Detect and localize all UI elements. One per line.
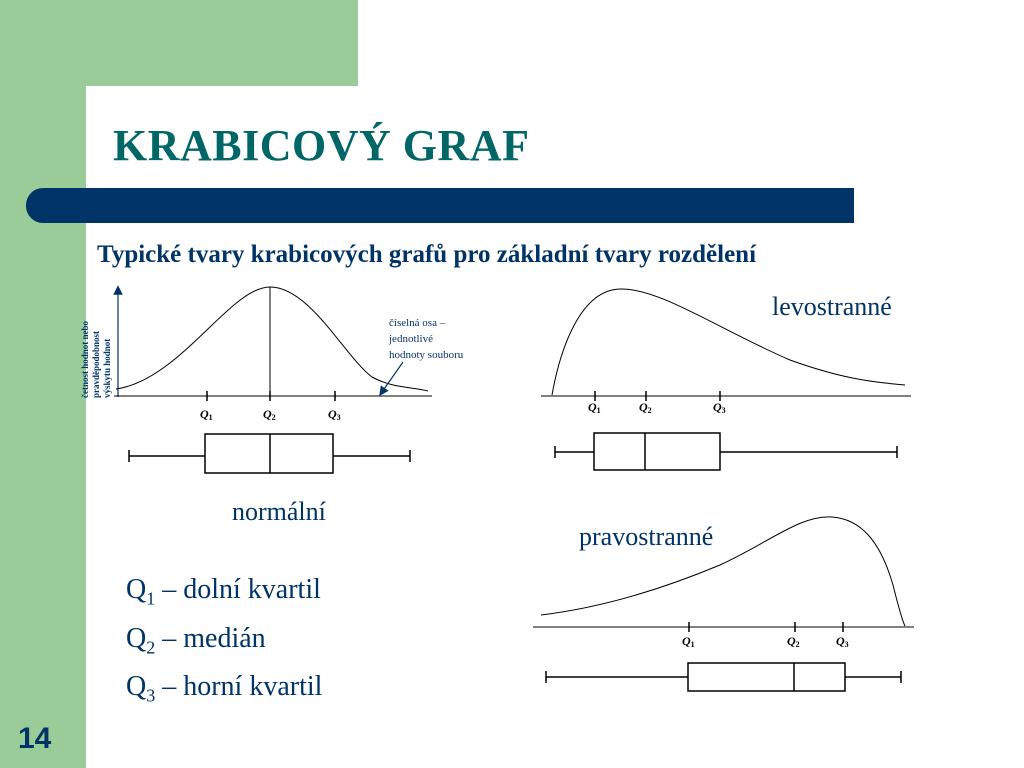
box	[205, 434, 333, 473]
boxplot-normal	[129, 434, 410, 473]
density-curve	[116, 287, 428, 391]
legend-item-q1	[126, 570, 322, 619]
q-index: 1	[208, 413, 213, 422]
q-symbol: Q	[200, 407, 209, 421]
legend-index: 1	[146, 588, 156, 609]
annotation-line: číselná osa –	[389, 317, 446, 329]
q2-label	[263, 407, 276, 422]
quartile-legend	[126, 570, 322, 716]
q2-label	[787, 634, 800, 649]
q-symbol: Q	[836, 634, 845, 648]
legend-item-q2	[126, 619, 322, 668]
q2-label	[639, 400, 652, 415]
normal-label: normální	[232, 497, 326, 526]
q-index: 1	[596, 406, 601, 415]
legend-item-q3	[126, 667, 322, 716]
axis-annotation	[388, 317, 464, 361]
q-symbol: Q	[682, 634, 691, 648]
annotation-arrow	[382, 362, 403, 392]
legend-symbol: Q	[126, 622, 147, 654]
legend-text: – dolní kvartil	[155, 574, 321, 605]
q-index: 3	[844, 640, 849, 649]
box	[594, 433, 720, 470]
q-symbol: Q	[713, 400, 722, 414]
box	[688, 663, 845, 691]
slide-number: 14	[18, 722, 52, 755]
page-title: KRABICOVÝ GRAF	[113, 121, 530, 170]
legend-index: 3	[146, 685, 156, 706]
q-symbol: Q	[328, 407, 337, 421]
legend-index: 2	[146, 637, 156, 658]
q-symbol: Q	[787, 634, 796, 648]
y-axis-label-line: výskytu hodnot	[102, 338, 112, 398]
boxplot-right-skewed	[546, 663, 901, 691]
q-index: 2	[647, 406, 652, 415]
q3-label	[836, 634, 849, 649]
slide-subtitle: Typické tvary krabicových grafů pro základní tvary rozdělení	[97, 241, 757, 268]
q3-label	[328, 407, 341, 422]
q1-label	[682, 634, 695, 649]
annotation-line: jednotlivé	[389, 333, 433, 345]
normal-distribution-diagram	[80, 287, 464, 473]
y-axis-label	[80, 319, 112, 398]
legend-symbol: Q	[126, 671, 147, 703]
q1-label	[200, 407, 213, 422]
legend-text: – horní kvartil	[155, 671, 323, 703]
q-index: 2	[271, 413, 276, 422]
legend-text: – medián	[155, 622, 266, 654]
q-symbol: Q	[588, 400, 597, 414]
q3-label	[713, 400, 726, 415]
q-index: 3	[336, 413, 341, 422]
q-index: 2	[795, 640, 800, 649]
right-skewed-label: pravostranné	[579, 522, 714, 551]
q1-label	[588, 400, 601, 415]
q-symbol: Q	[263, 407, 272, 421]
y-axis-label-line: četnost hodnot nebo	[80, 320, 90, 398]
left-skewed-label: levostranné	[772, 292, 892, 321]
annotation-line: hodnoty souboru	[389, 349, 464, 361]
q-symbol: Q	[639, 400, 648, 414]
q-index: 1	[690, 640, 695, 649]
boxplot-left-skewed	[555, 433, 897, 470]
q-index: 3	[721, 406, 726, 415]
y-axis-label-line: pravděpodobnost	[91, 330, 101, 398]
legend-symbol: Q	[126, 574, 147, 605]
